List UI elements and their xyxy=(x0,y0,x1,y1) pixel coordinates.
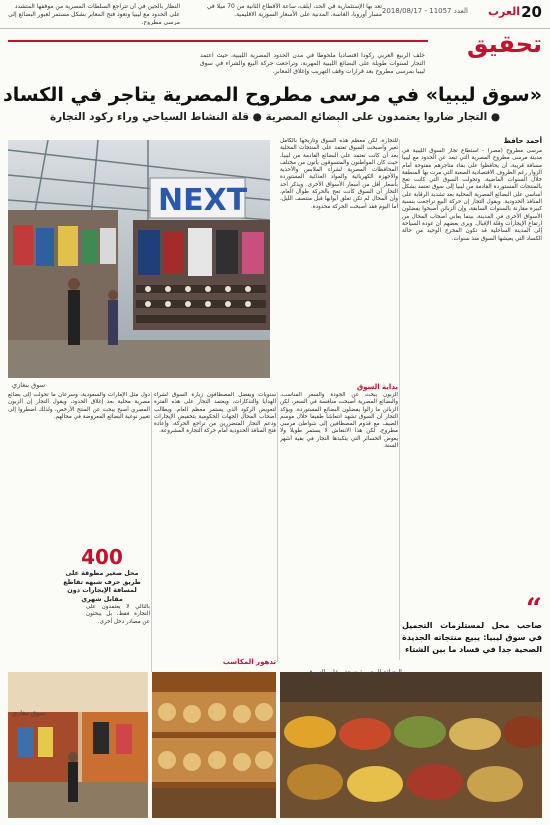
section-label: تحقيق xyxy=(466,30,542,58)
headline: «سوق ليبيا» في مرسى مطروح المصرية يتاجر في الكساد xyxy=(2,84,542,106)
subheadline: ● التجار ضاروا يعتمدون على البضائع المصرية ● قلة النشاط السياحي وراء ركود التجارة xyxy=(49,111,501,123)
market-photo-illustration xyxy=(8,140,270,378)
article-column-3: الزبون يبحث عن الجودة والسعر المناسب، والبضائع المصرية أصبحت منافسة في السعر، لكن الزبائن ما زالوا يفضلون البضائع المستوردة. ويؤكد التجار أن السوق تشهد انتعاشا طفيفا خلال موسم الصيف مع قدوم المصطافين إلى شواطئ مرسى مطروح، لكن هذا الانتعاش لا يستمر طويلا ولا يعوض الخسائر التي يتكبدها التجار في بقية أشهر السنة. xyxy=(280,392,398,450)
spice-baskets-illustration xyxy=(280,672,542,818)
store-sign-text: NEXT xyxy=(158,183,248,218)
article-column-6: بالتالي لا يعتمدون على التجارة فقط، بل يبحثون عن مصادر دخل أخرى. xyxy=(86,604,150,625)
article-column-1: مرسى مطروح (مصر) - استطاع تجار السوق الليبية في مدينة مرسى مطروح المصرية التي تبعد عن الحدود مع ليبيا مسافة قريبة، أن يحافظوا على بقاء متاجرهم مفتوحة أمام الزوار رغم الظروف الاقتصادية الصعبة التي مرت بها المنطقة خلال السنوات الماضية، وتحولت السوق التي كانت تعج بالمنتجات المستوردة القادمة من ليبيا إلى سوق تعتمد بشكل أساسي على البضائع المصرية المحلية بعد تشديد الرقابة على المنافذ الحدودية. ويقول التجار إن حركة البيع تراجعت بنسبة كبيرة مقارنة بالسنوات السابقة، وإن الزبائن أصبحوا يفضلون الأسواق الأخرى في المدينة، بينما يعاني أصحاب المحال من ارتفاع الإيجارات وقلة الإقبال. ويرى بعضهم أن عودة السياحة إلى المدينة الساحلية قد تكون المخرج الوحيد من حالة الكساد التي يعيشها السوق منذ سنوات. xyxy=(402,148,542,242)
pull-quote xyxy=(402,592,542,656)
column-divider xyxy=(399,140,400,660)
subheading-2: تدهور المكاسب xyxy=(222,658,276,666)
article-column-5: دول مثل الإمارات والسعودية، وسرعان ما تحولت إلى بضائع مصرية محلية بعد إغلاق الحدود، ويقول التجار إن الزبون المصري أصبح يبحث عن المنتج الأرخص، ولذلك اضطروا إلى تغيير نوعية البضائع المعروضة في محالهم. xyxy=(8,392,150,420)
subheading-1: بداية السوق xyxy=(356,383,398,391)
article-column-2: للتجارة، لكن معظم هذه السوق وتاريخها بالكامل تغير وأصبحت السوق تعتمد على المنتجات المحلية بعد أن كانت تعتمد على البضائع القادمة من ليبيا، حيث كان المواطنون والمتسوقون يأتون من مختلف المحافظات المصرية لشراء الملابس والأحذية والأجهزة الكهربائية والمواد الغذائية المستوردة بأسعار أقل من أسعار الأسواق الأخرى. ويذكر أحد التجار أن السوق كانت تعج بالحركة طوال العام، وأن المحال لم تكن تغلق أبوابها قبل منتصف الليل، أما اليوم فقد أصبحت الحركة محدودة. xyxy=(280,138,398,210)
photo-caption-main: سوق بنغازي xyxy=(12,381,46,389)
stat-callout xyxy=(58,545,146,603)
top-strip xyxy=(0,0,550,29)
quote-mark-icon: “ xyxy=(525,592,542,625)
quote-text: صاحب محل لمستلزمات التجميل في سوق ليبيا: يبيع منتجاته الجديدة الصحية جدا في فساد ما بين الشتاء xyxy=(402,621,542,654)
street-market-illustration xyxy=(8,672,148,818)
bottom-right-photo xyxy=(280,672,542,818)
main-photo xyxy=(8,140,270,378)
bottom-left-photo xyxy=(8,672,148,818)
section-rule xyxy=(8,40,428,42)
teaser-text-1: تعد بها الإستثمارية في الحد، أيلف، ساعة الأقطاع الثانية من 70 ميلا في مسار أوروبا، الغاسة، المدنية على الأسعار السورية الاقليمية. xyxy=(206,3,382,18)
lead-paragraph: خلف الربيع العربي ركودا اقتصاديا ملحوظا في مدن الحدود المصرية الليبية، حيث اعتمد التجار لسنوات طويلة على البضائع الليبية المهربة، وتراجعت حركة البيع والشراء في سوق ليبيا بمرسى مطروح بعد قرارات وقف التهريب وإغلاق المعابر. xyxy=(200,52,425,75)
byline: أحمد حافظ xyxy=(503,137,542,145)
goods-display-illustration xyxy=(152,672,276,818)
column-divider xyxy=(151,392,152,672)
page-number: 20 xyxy=(521,3,542,21)
photo-caption-bottom-left: سوق بنغازي xyxy=(12,709,46,717)
photo-caption-bottom-right: البضائع المصرية تزحف على السوق xyxy=(307,668,402,676)
issue-info: 2018/08/17 - العدد 11057 xyxy=(381,7,468,15)
teaser-text-2: النظار بالحين في أن تتراجع السلطات المصرية من موقفها المتشدد على الحدود مع ليبيا وتعود فتح المعابر بشكل مستمر لعبور البضائع إلى مرسى مطروح. xyxy=(8,3,180,25)
bottom-middle-photo xyxy=(152,672,276,818)
stat-text: محل صغير مطوقة على طريق حرف شبهه تقاطع لمسافة الإيجارات دون مقابل شهري xyxy=(63,569,141,603)
article-column-4: سنويات ويفضل المصطافون زيارة السوق لشراء الهدايا والتذكارات، ويعتمد التجار على هذه الفترة لتعويض الركود الذي يستمر معظم العام. ويطالب أصحاب المحال الجهات الحكومية بتخفيض الإيجارات ودعم التجار المتضررين من تراجع الحركة، وإعادة فتح المنافذ الحدودية أمام حركة التجارة المشروعة. xyxy=(154,392,276,435)
brand-logo: العرب xyxy=(487,5,520,18)
stat-number: 400 xyxy=(81,545,123,569)
column-divider xyxy=(277,392,278,662)
